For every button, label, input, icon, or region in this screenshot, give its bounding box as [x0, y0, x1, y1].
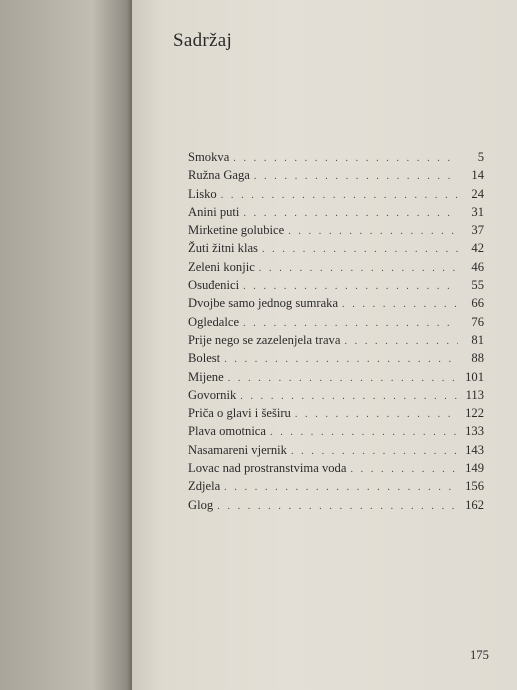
toc-entry-title: Priča o glavi i šeširu: [188, 406, 291, 421]
toc-entry: [188, 187, 484, 205]
toc-entry: [188, 241, 484, 259]
toc-entry-title: Plava omotnica: [188, 424, 266, 439]
toc-entry-title: Bolest: [188, 351, 221, 366]
toc-entry-title: Dvojbe samo jednog sumraka: [188, 296, 339, 311]
toc-entry: [188, 406, 484, 424]
page-number: 175: [470, 648, 489, 662]
toc-entry-page: 31: [471, 204, 484, 219]
toc-entry-page: 76: [471, 314, 484, 329]
toc-entry-title: Glog: [188, 497, 214, 512]
toc-entry-title: Zdjela: [188, 479, 221, 494]
dot-leader: [243, 208, 458, 219]
toc-entry-page: 162: [465, 497, 484, 512]
toc-entry-title: Žuti žitni klas: [188, 241, 258, 256]
toc-entry: [188, 498, 484, 516]
dot-leader: [262, 244, 458, 255]
toc-entry-title: Lovac nad prostranstvima voda: [188, 461, 347, 476]
left-page-edge: [0, 0, 132, 690]
toc-entry: [188, 388, 484, 406]
toc-entry-title: Mirketine golubice: [188, 223, 285, 238]
dot-leader: [233, 153, 458, 164]
toc-entry-page: 88: [471, 351, 484, 366]
toc-entry-title: Lisko: [188, 186, 217, 201]
dot-leader: [288, 226, 458, 237]
toc-entry-page: 37: [471, 223, 484, 238]
toc-entry-page: 101: [465, 369, 484, 384]
toc-entry-page: 113: [465, 387, 484, 402]
dot-leader: [270, 427, 458, 438]
dot-leader: [259, 263, 458, 274]
toc-entry: [188, 333, 484, 351]
dot-leader: [295, 409, 458, 420]
toc-entry: [188, 205, 484, 223]
toc-entry: [188, 150, 484, 168]
toc-entry-page: 66: [471, 296, 484, 311]
toc-entry: [188, 443, 484, 461]
toc-entry-title: Govornik: [188, 387, 237, 402]
toc-entry-title: Prije nego se zazelenjela trava: [188, 332, 341, 347]
page-title: Sadržaj: [173, 30, 233, 51]
dot-leader: [217, 501, 458, 512]
toc-entry-page: 46: [471, 259, 484, 274]
dot-leader: [350, 464, 458, 475]
toc-entry-title: Smokva: [188, 150, 230, 164]
dot-leader: [254, 171, 458, 182]
toc-entry-page: 5: [477, 150, 484, 164]
dot-leader: [240, 391, 458, 402]
dot-leader: [291, 446, 458, 457]
toc-entry-page: 149: [465, 461, 484, 476]
toc-entry: [188, 424, 484, 442]
dot-leader: [342, 299, 458, 310]
toc-entry-title: Ogledalce: [188, 314, 240, 329]
dot-leader: [224, 354, 458, 365]
toc-entry-page: 143: [465, 442, 484, 457]
toc-entry-title: Mijene: [188, 369, 224, 384]
toc-entry: [188, 260, 484, 278]
book-page: [132, 0, 517, 690]
toc-entry-title: Osuđenici: [188, 278, 240, 293]
toc-entry: [188, 168, 484, 186]
toc-entry-page: 14: [471, 168, 484, 183]
dot-leader: [221, 190, 458, 201]
toc-entry-page: 55: [471, 278, 484, 293]
table-of-contents: [188, 150, 484, 516]
dot-leader: [228, 373, 458, 384]
toc-entry-page: 42: [471, 241, 484, 256]
toc-entry-page: 133: [465, 424, 484, 439]
toc-entry-page: 24: [471, 186, 484, 201]
dot-leader: [243, 281, 458, 292]
toc-entry: [188, 370, 484, 388]
dot-leader: [224, 482, 458, 493]
dot-leader: [344, 336, 458, 347]
toc-entry: [188, 296, 484, 314]
toc-entry-page: 122: [465, 406, 484, 421]
toc-entry-title: Nasamareni vjernik: [188, 442, 287, 457]
toc-entry: [188, 351, 484, 369]
toc-entry-title: Zeleni konjic: [188, 259, 255, 274]
toc-entry-page: 156: [465, 479, 484, 494]
toc-entry-title: Anini puti: [188, 204, 240, 219]
toc-entry: [188, 461, 484, 479]
toc-entry: [188, 223, 484, 241]
dot-leader: [243, 318, 458, 329]
toc-entry: [188, 479, 484, 497]
toc-entry: [188, 315, 484, 333]
toc-entry-title: Ružna Gaga: [188, 168, 250, 183]
toc-entry-page: 81: [471, 332, 484, 347]
toc-entry: [188, 278, 484, 296]
